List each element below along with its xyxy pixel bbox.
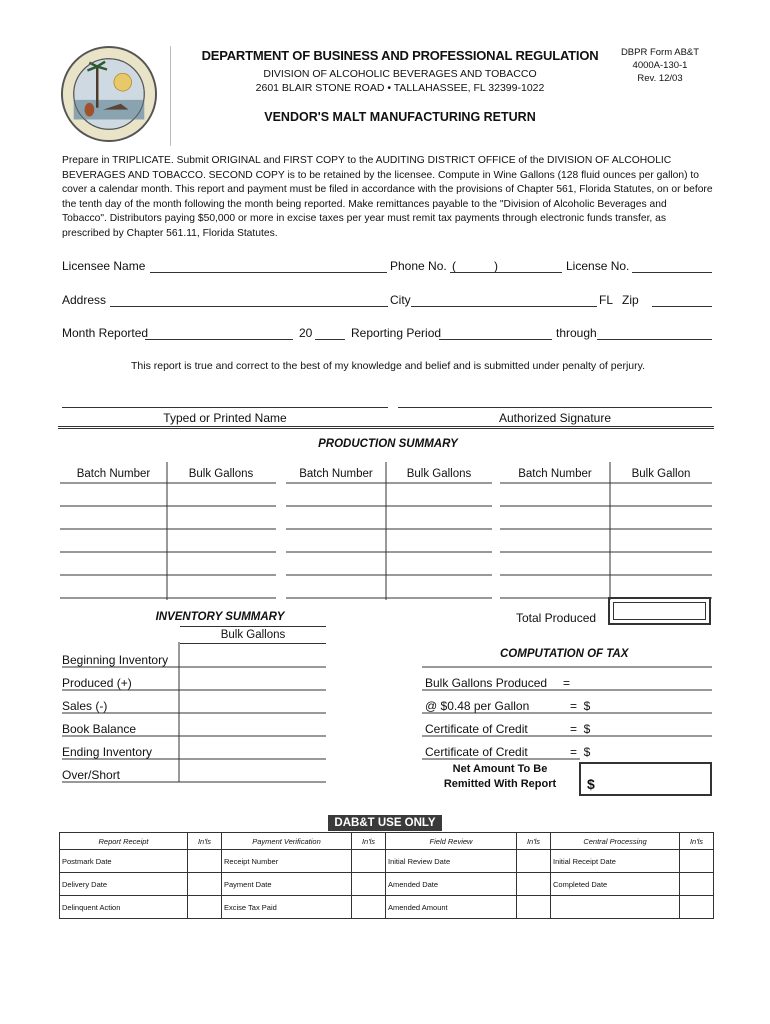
initials-cell[interactable] bbox=[517, 850, 551, 873]
ending-inventory-label: Ending Inventory bbox=[62, 745, 153, 759]
certificate-credit-2-label: Certificate of Credit bbox=[425, 745, 528, 759]
form-name: DBPR Form AB&T bbox=[620, 47, 700, 58]
amended-amount-cell[interactable]: Amended Amount bbox=[386, 896, 517, 919]
dabt-table bbox=[59, 832, 714, 919]
initials-cell[interactable] bbox=[517, 896, 551, 919]
typed-name-label: Typed or Printed Name bbox=[163, 411, 287, 425]
initials-cell[interactable] bbox=[680, 850, 714, 873]
initials-cell[interactable] bbox=[188, 850, 222, 873]
instructions: Prepare in TRIPLICATE. Submit ORIGINAL and FIRST COPY to the AUDITING DISTRICT OFFICE of the DIVISION OF ALCOHOLIC BEVERAGES AND TOBACCO. SECOND COPY is to be retained by the licensee. Compute in Wine Gallons (128 fluid ounces per gallon) to cover a calendar month. This report and payment must be filed in accordance with the provisions of Chapter 561, Florida Statutes, on or before the tenth day of the month following the month being reported. Make remittances payable to the "Division of Alcoholic Beverages and Tobacco". Distributors paying $50,000 or more in excise taxes per year must remit tax payments through electronic funds transfer, as prescribed by Chapter 561.11, Florida Statutes. bbox=[62, 155, 713, 239]
net-amount-line-1: Net Amount To Be bbox=[452, 763, 548, 775]
signature-label: Authorized Signature bbox=[498, 411, 612, 425]
year-input[interactable] bbox=[315, 325, 345, 340]
inventory-col-header: Bulk Gallons bbox=[180, 626, 326, 644]
division-name: DIVISION OF ALCOHOLIC BEVERAGES AND TOBACCO bbox=[263, 68, 537, 80]
form-number: 4000A-130-1 bbox=[632, 60, 688, 71]
certificate-credit-1-equals: = $ bbox=[570, 722, 591, 736]
prod-header-batch-3: Batch Number bbox=[518, 468, 592, 480]
period-start-input[interactable] bbox=[439, 325, 552, 340]
table-row bbox=[60, 850, 714, 873]
total-produced-box[interactable] bbox=[608, 597, 711, 625]
prod-header-gallons-3: Bulk Gallon bbox=[631, 468, 691, 480]
dabt-header-report-receipt: Report Receipt bbox=[60, 833, 188, 850]
production-summary-title: PRODUCTION SUMMARY bbox=[318, 438, 458, 450]
phone-paren-open: ( bbox=[452, 259, 456, 273]
over-short-label: Over/Short bbox=[62, 768, 121, 782]
dabt-header-payment-verification: Payment Verification bbox=[222, 833, 352, 850]
initials-cell[interactable] bbox=[188, 873, 222, 896]
amended-date-cell[interactable]: Amended Date bbox=[386, 873, 517, 896]
certificate-credit-1-label: Certificate of Credit bbox=[425, 722, 528, 736]
dabt-use-only-banner: DAB&T USE ONLY bbox=[328, 815, 442, 831]
typed-name-line[interactable] bbox=[62, 407, 388, 408]
perjury-statement: This report is true and correct to the best of my knowledge and belief and is submitted under penalty of perjury. bbox=[131, 360, 645, 372]
department-name: DEPARTMENT OF BUSINESS AND PROFESSIONAL REGULATION bbox=[201, 48, 599, 63]
city-input[interactable] bbox=[411, 292, 597, 307]
license-no-input[interactable] bbox=[632, 258, 712, 273]
initial-review-date-cell[interactable]: Initial Review Date bbox=[386, 850, 517, 873]
address-label: Address bbox=[62, 293, 107, 307]
delivery-date-cell[interactable]: Delivery Date bbox=[60, 873, 188, 896]
period-end-input[interactable] bbox=[597, 325, 712, 340]
initials-cell[interactable] bbox=[680, 896, 714, 919]
initial-receipt-date-cell[interactable]: Initial Receipt Date bbox=[551, 850, 680, 873]
prod-header-gallons-2: Bulk Gallons bbox=[406, 468, 472, 480]
zip-input[interactable] bbox=[652, 292, 712, 307]
department-address: 2601 BLAIR STONE ROAD • TALLAHASSEE, FL 32399-1022 bbox=[255, 82, 545, 94]
inventory-summary-title: INVENTORY SUMMARY bbox=[155, 611, 285, 623]
month-reported-input[interactable] bbox=[145, 325, 293, 340]
section-rule-2 bbox=[58, 428, 714, 429]
florida-state-seal bbox=[60, 45, 158, 143]
signature-line[interactable] bbox=[398, 407, 712, 408]
dabt-header-field-review: Field Review bbox=[386, 833, 517, 850]
total-produced-label: Total Produced bbox=[516, 611, 597, 625]
month-reported-label: Month Reported bbox=[62, 326, 149, 340]
book-balance-label: Book Balance bbox=[62, 722, 137, 736]
phone-paren-close: ) bbox=[494, 259, 498, 273]
state-label: FL bbox=[599, 293, 614, 307]
payment-date-cell[interactable]: Payment Date bbox=[222, 873, 352, 896]
prod-header-batch-2: Batch Number bbox=[299, 468, 373, 480]
form-title: VENDOR'S MALT MANUFACTURING RETURN bbox=[264, 110, 536, 124]
initials-cell[interactable] bbox=[517, 873, 551, 896]
postmark-date-cell[interactable]: Postmark Date bbox=[60, 850, 188, 873]
initials-cell[interactable] bbox=[680, 873, 714, 896]
dabt-header-row bbox=[60, 833, 714, 850]
year-prefix: 20 bbox=[299, 326, 313, 340]
header-divider bbox=[170, 46, 171, 146]
table-row bbox=[60, 873, 714, 896]
bulk-gallons-produced-label: Bulk Gallons Produced bbox=[425, 676, 548, 690]
prod-header-batch-1: Batch Number bbox=[76, 468, 151, 480]
phone-input[interactable] bbox=[450, 258, 562, 273]
production-grid[interactable] bbox=[58, 462, 714, 602]
rate-equals: = $ bbox=[570, 699, 591, 713]
initials-cell[interactable] bbox=[352, 850, 386, 873]
dabt-header-central-processing: Central Processing bbox=[551, 833, 680, 850]
initials-cell[interactable] bbox=[352, 896, 386, 919]
produced-label: Produced (+) bbox=[62, 676, 132, 690]
dabt-header-initials-3: In'ls bbox=[517, 833, 551, 850]
phone-label: Phone No. bbox=[390, 259, 447, 273]
licensee-name-input[interactable] bbox=[150, 258, 387, 273]
computation-of-tax-title: COMPUTATION OF TAX bbox=[500, 648, 629, 660]
section-rule bbox=[58, 426, 714, 427]
reporting-period-label: Reporting Period bbox=[351, 326, 442, 340]
form-revision: Rev. 12/03 bbox=[637, 73, 683, 84]
beginning-inventory-label: Beginning Inventory bbox=[62, 653, 169, 667]
net-amount-dollar: $ bbox=[587, 776, 595, 792]
form-id-block bbox=[610, 46, 710, 85]
receipt-number-cell[interactable]: Receipt Number bbox=[222, 850, 352, 873]
certificate-credit-2-equals: = $ bbox=[570, 745, 591, 759]
city-label: City bbox=[390, 293, 411, 307]
dabt-header-initials-2: In'ls bbox=[352, 833, 386, 850]
initials-cell[interactable] bbox=[352, 873, 386, 896]
completed-date-cell[interactable]: Completed Date bbox=[551, 873, 680, 896]
net-amount-line-2: Remitted With Report bbox=[443, 778, 557, 790]
address-input[interactable] bbox=[110, 292, 388, 307]
zip-label: Zip bbox=[622, 293, 639, 307]
delinquent-action-cell[interactable]: Delinquent Action bbox=[60, 896, 188, 919]
excise-tax-paid-cell[interactable]: Excise Tax Paid bbox=[222, 896, 352, 919]
license-no-label: License No. bbox=[566, 259, 630, 273]
through-label: through bbox=[556, 326, 597, 340]
bulk-gallons-equals: = bbox=[563, 676, 571, 690]
sales-label: Sales (-) bbox=[62, 699, 108, 713]
dabt-header-initials-1: In'ls bbox=[188, 833, 222, 850]
initials-cell[interactable] bbox=[188, 896, 222, 919]
table-row bbox=[60, 896, 714, 919]
prod-header-gallons-1: Bulk Gallons bbox=[188, 468, 254, 480]
dabt-header-initials-4: In'ls bbox=[680, 833, 714, 850]
empty-cell[interactable] bbox=[551, 896, 680, 919]
rate-label: @ $0.48 per Gallon bbox=[425, 699, 530, 713]
net-amount-label bbox=[425, 762, 575, 792]
net-amount-box[interactable] bbox=[579, 762, 712, 796]
licensee-name-label: Licensee Name bbox=[62, 259, 146, 273]
